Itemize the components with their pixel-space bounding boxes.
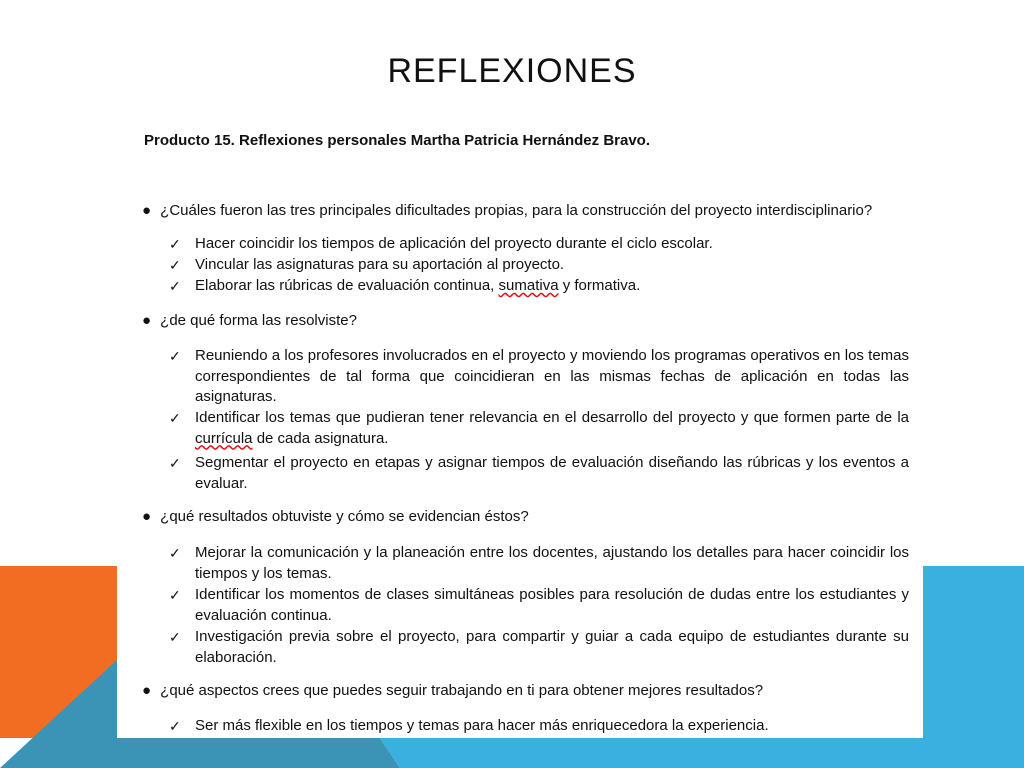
question-text: ¿Cuáles fueron las tres principales dificultades propias, para la construcción del proyecto interdisciplinario? [160,202,873,219]
question-1 [142,202,872,219]
list-item-text: Investigación previa sobre el proyecto, para compartir y guiar a cada equipo de estudiantes durante su elaboración. [195,628,909,666]
checkmark-icon: ✓ [169,410,181,426]
bullet-icon: ● [142,202,152,219]
list-item-text: Segmentar el proyecto en etapas y asignar tiempos de evaluación diseñando las rúbricas y los eventos a evaluar. [195,454,909,492]
question-text: ¿de qué forma las resolviste? [160,312,357,329]
bullet-icon: ● [142,312,152,329]
question-2 [142,312,357,329]
text-segment: de cada asignatura. [252,429,389,447]
document-heading: Producto 15. Reflexiones personales Martha Patricia Hernández Bravo. [144,132,651,149]
checkmark-icon: ✓ [169,348,181,364]
list-item [169,346,909,408]
list-item [169,716,909,737]
list-item [169,234,909,255]
list-item [169,408,909,449]
question-3 [142,508,529,525]
question-text: ¿qué resultados obtuviste y cómo se evidencian éstos? [160,508,529,525]
checkmark-icon: ✓ [169,236,181,252]
spellcheck-flagged-word: currícula [195,429,253,447]
spellcheck-flagged-word: sumativa [498,277,559,294]
checkmark-icon: ✓ [169,257,181,273]
list-item [169,627,909,668]
list-item-text: Ser más flexible en los tiempos y temas para hacer más enriquecedora la experiencia. [195,717,769,734]
list-item-text: Reuniendo a los profesores involucrados en el proyecto y moviendo los programas operativos en los temas correspondientes de tal forma que coincidieran en las mismas fechas de aplicación en todas las asignaturas. [195,347,909,405]
teal-bottom-band-shape [117,738,400,768]
question-text: ¿qué aspectos crees que puedes seguir trabajando en ti para obtener mejores resultados? [160,682,764,699]
list-item [169,585,909,626]
checkmark-icon: ✓ [169,587,181,603]
bullet-icon: ● [142,682,152,699]
checkmark-icon: ✓ [169,629,181,645]
blue-bottom-band-shape [380,738,923,768]
checkmark-icon: ✓ [169,278,181,294]
checkmark-icon: ✓ [169,455,181,471]
list-item-text [195,276,909,297]
list-item-text: Identificar los momentos de clases simultáneas posibles para resolución de dudas entre los estudiantes y evaluación continua. [195,586,909,624]
list-item-text [195,408,909,449]
list-item [169,276,909,297]
list-item-text: Vincular las asignaturas para su aportación al proyecto. [195,256,565,273]
list-item-text: Mejorar la comunicación y la planeación entre los docentes, ajustando los detalles para hacer coincidir los tiempos y los temas. [195,544,909,582]
text-segment: Elaborar las rúbricas de evaluación continua, [195,277,499,294]
list-item [169,255,909,276]
checkmark-icon: ✓ [169,718,181,734]
blue-band-shape [923,566,1024,768]
slide-title: REFLEXIONES [387,52,637,90]
text-segment: y formativa. [558,277,641,294]
text-segment: Identificar los temas que pudieran tener relevancia en el desarrollo del proyecto y que formen parte de la [195,409,909,426]
question-4 [142,682,763,699]
list-item [169,453,909,494]
list-item-text: Hacer coincidir los tiempos de aplicación del proyecto durante el ciclo escolar. [195,235,713,252]
bullet-icon: ● [142,508,152,525]
document-image [117,112,923,738]
list-item [169,543,909,584]
checkmark-icon: ✓ [169,545,181,561]
